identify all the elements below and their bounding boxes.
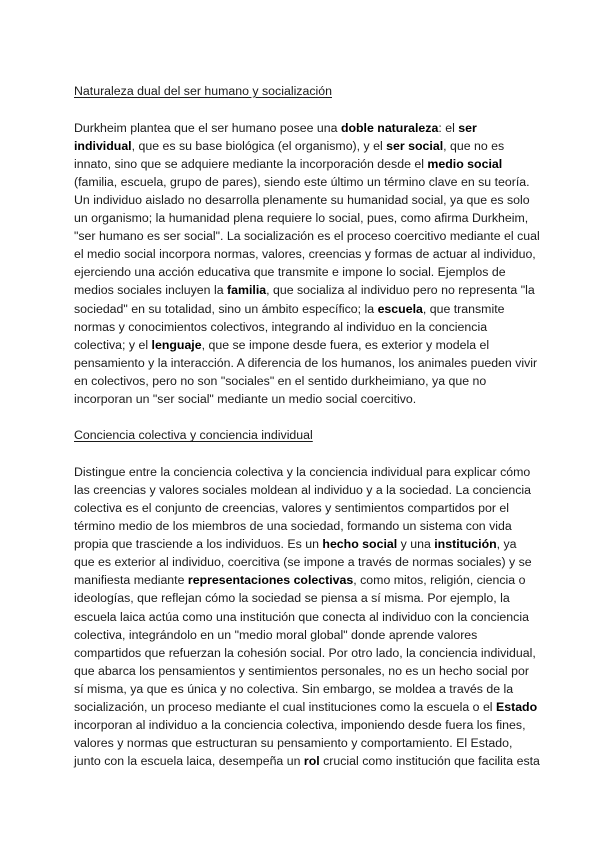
bold-term: hecho social xyxy=(322,537,398,552)
text-run: , que no es innato, sino que se adquiere mediante la incorporación desde el xyxy=(74,138,505,171)
text-run: , que socializa al individuo pero no representa "la sociedad" en su totalidad, sino un ámbito específico; la xyxy=(74,283,535,316)
section-heading-collective-conscience: Conciencia colectiva y conciencia individual xyxy=(74,428,313,443)
bold-term: rol xyxy=(303,754,320,769)
section-paragraph-dual-nature xyxy=(74,119,540,409)
bold-term: representaciones colectivas xyxy=(187,573,354,588)
bold-term: escuela xyxy=(377,301,423,316)
section-heading-dual-nature: Naturaleza dual del ser humano y socialización xyxy=(74,84,332,98)
text-run: y una xyxy=(397,537,435,552)
text-run: , que se impone desde fuera, es exterior y modela el pensamiento y la interacción. A diferencia de los humanos, los animales pueden vivir en colectivos, pero no son "sociales" en el sentido durkheimiano, ya que no incorporan un "ser social" mediante un medio social coercitivo. xyxy=(74,337,538,406)
bold-term: ser social xyxy=(386,138,444,153)
bold-term: lenguaje xyxy=(151,337,202,352)
text-run: crucial como institución que facilita esta xyxy=(319,754,540,769)
text-run: , ya que es exterior al individuo, coercitiva (se impone a través de normas sociales) y se manifiesta mediante xyxy=(74,537,532,588)
bold-term: doble naturaleza xyxy=(340,120,439,135)
text-run: Distingue entre la conciencia colectiva y la conciencia individual para explicar cómo las creencias y valores sociales moldean al individuo y a la sociedad. La conciencia colectiva es el conjunto de creencias, valores y sentimientos compartidos por el término medio de los miembros de una sociedad, formando un sistema con vida propia que trasciende a los individuos. Es un xyxy=(74,464,531,552)
text-run: incorporan al individuo a la conciencia colectiva, imponiendo desde fuera los fines, valores y normas que estructuran su pensamiento y comportamiento. El Estado, junto con la escuela laica, desempeña un xyxy=(74,718,526,769)
bold-term: medio social xyxy=(427,156,503,171)
text-run: , que transmite normas y conocimientos colectivos, integrando al individuo en la conciencia colectiva; y el xyxy=(74,301,505,352)
bold-term: Estado xyxy=(495,700,538,714)
text-run: , que es su base biológica (el organismo), y el xyxy=(131,138,387,153)
text-run: , como mitos, religión, ciencia o ideologías, que reflejan cómo la sociedad se piensa a sí misma. Por ejemplo, la escuela laica actúa como una institución que conecta al individuo con la conciencia colectiva, integrándolo en un "medio moral global" donde aprende valores compartidos que refuerzan la cohesión social. Por otro lado, la conciencia individual, que abarca los pensamientos y sentimientos personales, no es un hecho social por sí misma, ya que es única y no colectiva. Sin embargo, se moldea a través de la socialización, un proceso mediante el cual instituciones como la escuela o el xyxy=(74,573,536,714)
bold-term: familia xyxy=(227,283,267,298)
bold-term: ser individual xyxy=(74,120,477,153)
section-paragraph-collective-conscience xyxy=(74,463,540,771)
text-run: : el xyxy=(438,120,459,135)
text-run: Durkheim plantea que el ser humano posee una xyxy=(74,120,341,135)
bold-term: institución xyxy=(434,537,497,552)
text-run: (familia, escuela, grupo de pares), siendo este último un término clave en su teoría. Un individuo aislado no desarrolla plenamente su humanidad social, ya que es solo un organismo; la humanidad plena requiere lo social, pues, como afirma Durkheim, "ser humano es ser social". La socialización es el proceso coercitivo mediante el cual el medio social incorpora normas, valores, creencias y formas de actuar al individuo, ejerciendo una acción educativa que transmite e impone lo social. Ejemplos de medios sociales incluyen la xyxy=(74,174,540,298)
